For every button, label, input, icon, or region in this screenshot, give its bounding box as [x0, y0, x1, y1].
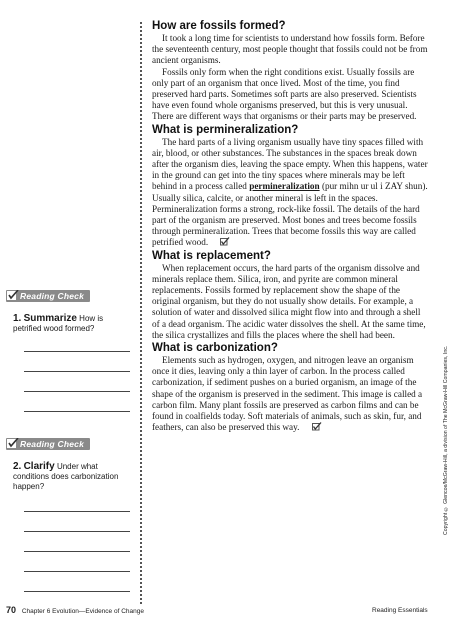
question-prompt: How is petrified wood formed? — [13, 314, 104, 333]
key-term: permineralization — [249, 181, 320, 192]
answer-line[interactable] — [24, 511, 130, 512]
section-heading: How are fossils formed? — [152, 20, 286, 32]
body-paragraph: When replacement occurs, the hard parts of the organism dissolve and minerals replace them. Silica, iron, and pyrite are common mineral replacements. Fossils formed by replacement show the shape of the original organism, but they do not usually show details. For example, a solution of water and dissolved silica might flow into and through a shell of a dead organism. The acidic water dissolves the shell. At the same time, the silica crystallizes and fills the places where the shell had been. — [152, 262, 426, 340]
answer-line[interactable] — [24, 591, 130, 592]
body-paragraph: Fossils only form when the right conditions exist. Usually fossils are only part of an organism that once lived. Most of the time, you find preserved hard parts. Sometimes soft parts are also preserved. Scientists have even found whole organisms preserved, but this is very unusual. There are different ways that organisms or their parts may be preserved. — [152, 66, 417, 122]
checkmark-icon — [6, 290, 20, 302]
answer-line[interactable] — [24, 571, 130, 572]
column-divider — [140, 22, 142, 604]
question-verb: Clarify — [23, 461, 55, 472]
checkmark-icon — [6, 438, 20, 450]
text-run: (pur mihn ur ul i ZAY shun). Usually silica, calcite, or another mineral is left in the spaces. Permineralization forms a strong, rock-like fossil. The details of the hard part of the organism are preserved. Most bones and trees become fossils through permineralization. Trees that become fossils this way are called petrified wood. — [152, 181, 428, 248]
question-number: 1. — [13, 313, 22, 324]
answer-line[interactable] — [24, 371, 130, 372]
answer-line[interactable] — [24, 391, 130, 392]
answer-line[interactable] — [24, 551, 130, 552]
reading-check-badge — [6, 438, 90, 450]
section-heading: What is permineralization? — [152, 123, 299, 136]
body-paragraph: It took a long time for scientists to understand how fossils form. Before the seventeenth century, most people thought that fossils could not be from ancient organisms. — [152, 33, 428, 66]
answer-line[interactable] — [24, 531, 130, 532]
checkmark-icon — [302, 422, 312, 431]
question-prompt: Under what conditions does carbonization happen? — [13, 462, 119, 491]
text-run: The hard parts of a living organism usually have tiny spaces filled with air, blood, or other substances. The substances in the spaces break down after the organism dies, leaving the space empty. When this happens, water in the ground can get into the tiny spaces where minerals may be left behind in a process called — [152, 136, 428, 192]
footer-left — [6, 605, 144, 615]
book-title: Reading Essentials — [372, 607, 428, 614]
sidebar — [0, 0, 140, 600]
question-number: 2. — [13, 461, 22, 472]
section-heading: What is carbonization? — [152, 342, 278, 355]
reading-check-label: Reading Check — [20, 291, 85, 301]
reading-check-badge — [6, 290, 90, 302]
copyright-notice: Copyright © Glencoe/McGraw-Hill, a division of The McGraw-Hill Companies, Inc. — [443, 345, 449, 535]
question-verb: Summarize — [23, 313, 77, 324]
page-number: 70 — [6, 605, 17, 615]
answer-line[interactable] — [24, 411, 130, 412]
answer-line[interactable] — [24, 351, 130, 352]
chapter-title: Chapter 6 Evolution—Evidence of Change — [21, 608, 144, 615]
checkmark-icon — [210, 237, 220, 246]
text-run: Elements such as hydrogen, oxygen, and nitrogen leave an organism once it dies, leaving only a thin layer of carbon. In the process called carbonization, if sediment pushes on a buried organism, an image of the shape of the organism is preserved in the sediment. This image is called a carbon film. Many plant fossils are preserved as carbon films and can be found in coalfields today. Soft materials of animals, such as skin, fur, and feathers, can also be preserved this way. — [152, 355, 423, 433]
reading-check-label: Reading Check — [20, 439, 85, 449]
body-paragraph — [152, 137, 428, 249]
body-paragraph — [152, 355, 428, 433]
question-1 — [13, 314, 133, 334]
section-heading: What is replacement? — [152, 249, 271, 262]
main-content — [152, 19, 428, 434]
question-2 — [13, 462, 123, 492]
